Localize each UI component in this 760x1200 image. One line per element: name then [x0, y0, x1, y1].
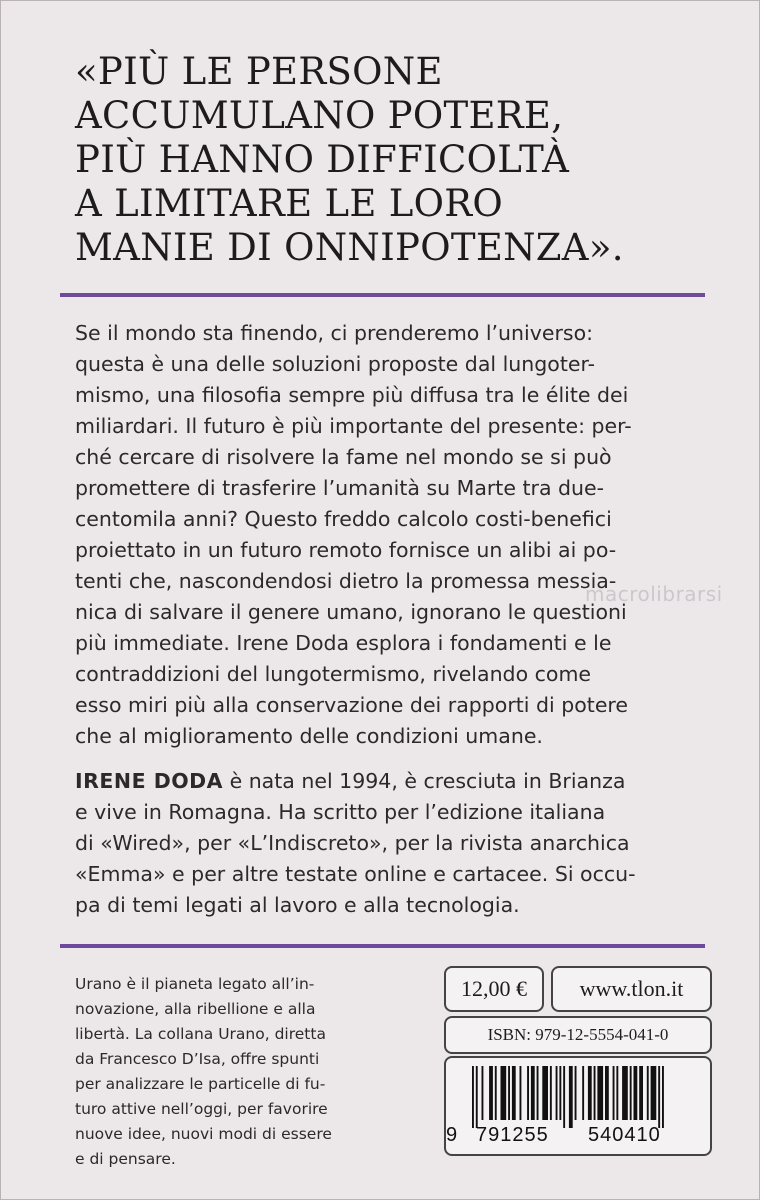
series-line: libertà. La collana Urano, diretta [75, 1025, 326, 1043]
book-description [75, 318, 715, 921]
barcode-bar [651, 1066, 657, 1120]
barcode-bar [594, 1066, 596, 1120]
barcode-bar [489, 1066, 493, 1120]
barcode-bar [563, 1066, 565, 1128]
barcode [444, 1056, 712, 1156]
quote-line: «PIÙ LE PERSONE [75, 50, 443, 93]
barcode-left-group: 791255 [476, 1124, 549, 1146]
barcode-bar [613, 1066, 615, 1120]
series-note [75, 972, 415, 1172]
bio-line: di «Wired», per «L’Indiscreto», per la rivista anarchica [75, 831, 630, 855]
barcode-bar [495, 1066, 497, 1120]
description-line: esso miri più alla conservazione dei rapporti di potere [75, 693, 629, 717]
watermark: macrolibrarsi [585, 582, 723, 606]
description-line: centomila anni? Questo freddo calcolo costi-benefici [75, 507, 612, 531]
barcode-bar [527, 1066, 529, 1120]
author-name: IRENE DODA [75, 769, 224, 793]
series-line: nuove idee, nuovi modi di essere [75, 1125, 332, 1143]
barcode-bar [634, 1066, 638, 1120]
series-line: e di pensare. [75, 1150, 176, 1168]
description-line: mismo, una filosofia sempre più diffusa tra le élite dei [75, 383, 629, 407]
series-line: novazione, alla ribellione e alla [75, 1000, 316, 1018]
description-line: più immediate. Irene Doda esplora i fondamenti e le [75, 631, 612, 655]
description-line: miliardari. Il futuro è più importante del presente: per- [75, 414, 632, 438]
description-line: tenti che, nascondendosi dietro la promessa messia- [75, 569, 617, 593]
bio-first-line: è nata nel 1994, è cresciuta in Brianza [223, 769, 626, 793]
series-line: per analizzare le particelle di fu- [75, 1075, 326, 1093]
series-line: turo attive nell’oggi, per favorire [75, 1100, 328, 1118]
barcode-bar [630, 1066, 632, 1120]
barcode-bar [501, 1066, 507, 1120]
barcode-bar [556, 1066, 558, 1120]
barcode-digits [446, 1124, 710, 1150]
pull-quote [75, 50, 715, 270]
barcode-bar [550, 1066, 552, 1120]
barcode-bar [605, 1066, 609, 1120]
description-line: che al miglioramento delle condizioni umane. [75, 724, 543, 748]
website-label: www.tlon.it [551, 966, 712, 1012]
barcode-bar [520, 1066, 522, 1120]
quote-line: MANIE DI ONNIPOTENZA». [75, 226, 624, 269]
barcode-bar [662, 1066, 664, 1128]
barcode-bar [537, 1066, 539, 1120]
series-line: Urano è il pianeta legato all’in- [75, 975, 315, 993]
description-line: questa è una delle soluzioni proposte dal lungoter- [75, 352, 595, 376]
barcode-bar [658, 1066, 660, 1128]
barcode-bar [472, 1066, 474, 1128]
barcode-bar [559, 1066, 561, 1120]
barcode-bar [639, 1066, 643, 1120]
barcode-bar [482, 1066, 484, 1120]
barcode-lead-digit: 9 [446, 1124, 459, 1146]
barcode-bar [476, 1066, 478, 1128]
series-line: da Francesco D’Isa, offre spunti [75, 1050, 320, 1068]
bottom-divider [60, 944, 705, 948]
description-line: Se il mondo sta finendo, ci prenderemo l’universo: [75, 321, 594, 345]
barcode-bar [575, 1066, 577, 1120]
quote-line: A LIMITARE LE LORO [75, 182, 504, 225]
quote-line: PIÙ HANNO DIFFICOLTÀ [75, 138, 570, 181]
barcode-bar [531, 1066, 535, 1120]
barcode-bar [582, 1066, 584, 1120]
description-line: contraddizioni del lungotermismo, rivelando come [75, 662, 592, 686]
barcode-bar [616, 1066, 618, 1120]
barcode-bar [512, 1066, 516, 1120]
barcode-bar [622, 1066, 628, 1120]
barcode-bar [588, 1066, 592, 1120]
bio-line: pa di temi legati al lavoro e alla tecnologia. [75, 893, 520, 917]
barcode-bar [597, 1066, 603, 1120]
description-line: nica di salvare il genere umano, ignorano le questioni [75, 600, 627, 624]
description-line: proiettato in un futuro remoto fornisce un alibi ai po- [75, 538, 617, 562]
quote-line: ACCUMULANO POTERE, [75, 94, 564, 137]
isbn-label: ISBN: 979-12-5554-041-0 [444, 1016, 712, 1054]
barcode-right-group: 540410 [588, 1124, 661, 1146]
bio-line: «Emma» e per altre testate online e cartacee. Si occu- [75, 862, 636, 886]
price-label: 12,00 € [444, 966, 544, 1012]
barcode-bar [542, 1066, 548, 1120]
description-line: ché cercare di risolvere la fame nel mondo se si può [75, 445, 612, 469]
top-divider [60, 293, 705, 297]
barcode-bar [569, 1066, 573, 1128]
barcode-bar [508, 1066, 510, 1120]
barcode-bars [458, 1066, 698, 1128]
bio-line [75, 766, 715, 797]
bio-line: e vive in Romagna. Ha scritto per l’edizione italiana [75, 800, 606, 824]
description-line: promettere di trasferire l’umanità su Marte tra due- [75, 476, 605, 500]
author-bio [75, 766, 715, 921]
barcode-bar [647, 1066, 649, 1120]
